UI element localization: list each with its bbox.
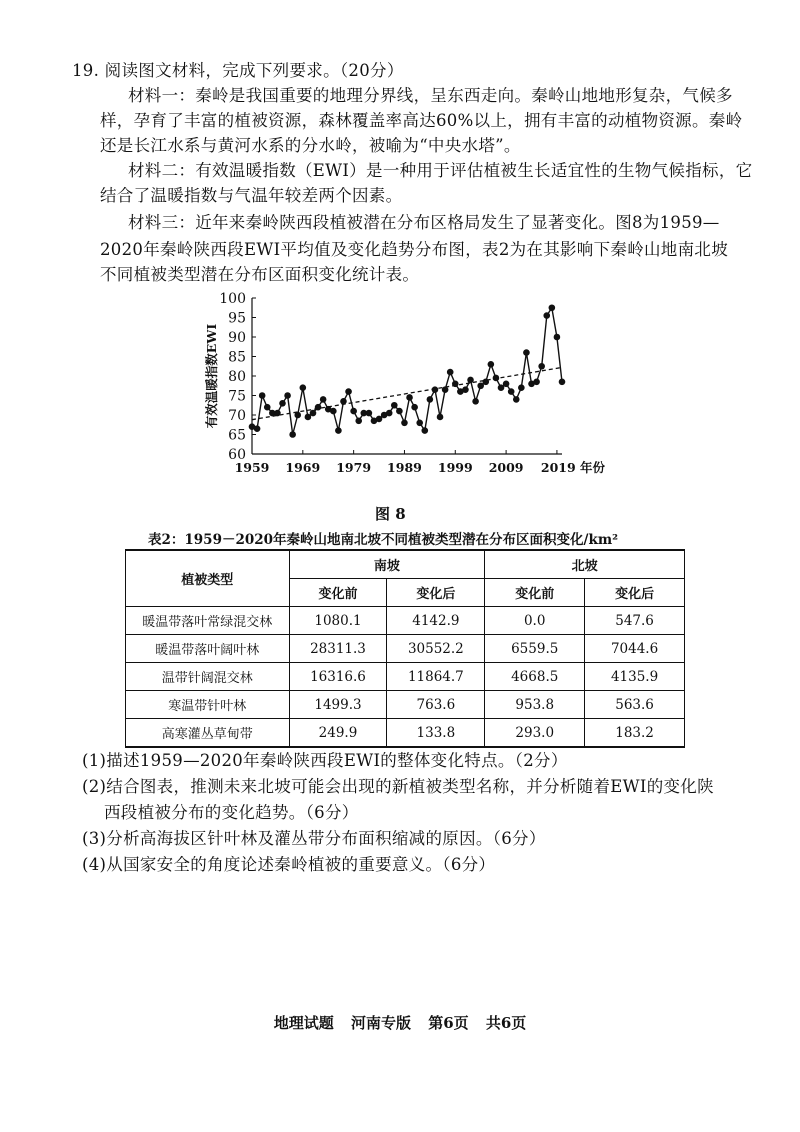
data-point [406, 394, 413, 401]
data-point [264, 404, 271, 411]
question-header: 19. 阅读图文材料，完成下列要求。（20分） [72, 61, 404, 80]
material-1-line-2: 样，孕育了丰富的植被资源，森林覆盖率高达60%以上，拥有丰富的动植物资源。秦岭 [100, 111, 743, 130]
data-point [340, 398, 347, 405]
north-before-value: 6559.5 [485, 635, 585, 663]
footer-total: 共6页 [485, 1014, 527, 1032]
data-point [467, 377, 474, 384]
footer-subject: 地理试题 [273, 1014, 334, 1032]
data-point [421, 427, 428, 434]
north-before-value: 293.0 [485, 719, 585, 748]
north-before-value: 4668.5 [485, 663, 585, 691]
material-3-line-1: 材料三：近年来秦岭陕西段植被潜在分布区格局发生了显著变化。图8为1959— [128, 213, 720, 232]
data-point [493, 375, 500, 382]
material-1-line-3: 还是长江水系与黄河水系的分水岭，被喻为“中央水塔”。 [100, 136, 521, 155]
data-point [310, 410, 317, 417]
north-after-value: 563.6 [585, 691, 685, 719]
x-tick-label: 1989 [387, 460, 422, 475]
data-point [488, 361, 495, 368]
y-tick-label: 85 [228, 349, 246, 366]
data-point [345, 388, 352, 395]
data-point [330, 408, 337, 415]
data-point [320, 396, 327, 403]
material-2-line-1: 材料二：有效温暖指数（EWI）是一种用于评估植被生长适宜性的生物气候指标，它 [128, 161, 753, 180]
data-point [401, 420, 408, 427]
table-caption: 表2：1959－2020年秦岭山地南北坡不同植被类型潜在分布区面积变化/km² [148, 532, 619, 548]
row-name: 暖温带落叶常绿混交林 [126, 607, 290, 635]
header-north-after: 变化后 [585, 579, 685, 607]
table-row [126, 607, 685, 635]
north-after-value: 4135.9 [585, 663, 685, 691]
row-name: 寒温带针叶林 [126, 691, 290, 719]
north-before-value: 953.8 [485, 691, 585, 719]
y-axis-label: 有效温暖指数EWI [204, 323, 219, 429]
figure-caption: 图 8 [375, 505, 406, 523]
x-tick-label: 1979 [336, 460, 372, 475]
sub-question-4: (4)从国家安全的角度论述秦岭植被的重要意义。（6分） [82, 855, 496, 874]
vegetation-area-table [125, 549, 685, 748]
data-point [513, 396, 520, 403]
data-point [442, 386, 449, 393]
data-point [315, 404, 322, 411]
x-tick-label: 2009 [488, 460, 524, 475]
sub-question-2-line-1: (2)结合图表，推测未来北坡可能会出现的新植被类型名称，并分析随着EWI的变化陕 [82, 777, 714, 796]
data-point [416, 420, 423, 427]
north-after-value: 183.2 [585, 719, 685, 748]
data-point [554, 334, 561, 341]
north-after-value: 7044.6 [585, 635, 685, 663]
table-row [126, 635, 685, 663]
data-point [300, 384, 307, 391]
y-tick-label: 100 [219, 291, 246, 307]
data-point [350, 408, 357, 415]
data-point [482, 379, 489, 386]
south-after-value: 4142.9 [387, 607, 485, 635]
data-point [259, 392, 266, 399]
page-footer [0, 1012, 800, 1033]
y-tick-label: 90 [228, 330, 246, 346]
table-row [126, 691, 685, 719]
data-point [391, 402, 398, 409]
data-point [411, 404, 418, 411]
sub-question-1: (1)描述1959—2020年秦岭陕西段EWI的整体变化特点。（2分） [82, 751, 568, 770]
footer-page: 第6页 [428, 1014, 469, 1032]
north-before-value: 0.0 [485, 607, 585, 635]
south-after-value: 133.8 [387, 719, 485, 748]
table-row [126, 663, 685, 691]
row-name: 高寒灌丛草甸带 [126, 719, 290, 748]
sub-question-3: (3)分析高海拔区针叶林及灌丛带分布面积缩减的原因。（6分） [82, 829, 546, 848]
data-point [396, 408, 403, 415]
y-tick-label: 80 [228, 369, 246, 385]
data-point [279, 400, 286, 407]
sub-question-2-line-2: 西段植被分布的变化趋势。（6分） [104, 803, 359, 822]
data-point [294, 412, 301, 419]
header-south-after: 变化后 [387, 579, 485, 607]
y-tick-label: 75 [228, 388, 246, 405]
header-south-slope: 南坡 [289, 550, 485, 579]
x-tick-label: 1999 [437, 460, 473, 475]
data-point [289, 431, 296, 438]
y-tick-label: 70 [228, 408, 246, 424]
material-3-line-2: 2020年秦岭陕西段EWI平均值及变化趋势分布图，表2为在其影响下秦岭山地南北坡 [100, 240, 729, 259]
header-vegetation-type: 植被类型 [126, 550, 290, 607]
data-point [549, 304, 556, 311]
data-point [274, 410, 281, 417]
south-before-value: 1080.1 [289, 607, 387, 635]
data-point [538, 363, 545, 370]
data-point [427, 396, 434, 403]
header-south-before: 变化前 [289, 579, 387, 607]
ewi-line-chart [200, 288, 620, 500]
data-point [523, 349, 530, 356]
footer-edition: 河南专版 [350, 1014, 411, 1032]
data-point [284, 392, 291, 399]
south-after-value: 30552.2 [387, 635, 485, 663]
data-point [355, 418, 362, 425]
data-point [559, 379, 566, 386]
data-point [472, 398, 479, 405]
data-point [543, 312, 550, 319]
x-tick-label: 1959 [234, 460, 270, 475]
north-after-value: 547.6 [585, 607, 685, 635]
south-before-value: 249.9 [289, 719, 387, 748]
row-name: 温带针阔混交林 [126, 663, 290, 691]
data-point [447, 369, 454, 376]
south-after-value: 11864.7 [387, 663, 485, 691]
south-before-value: 1499.3 [289, 691, 387, 719]
y-tick-label: 65 [228, 427, 246, 444]
data-point [508, 388, 515, 395]
data-point [366, 410, 373, 417]
data-point [462, 386, 469, 393]
data-point [533, 379, 540, 386]
data-point [386, 410, 393, 417]
south-before-value: 28311.3 [289, 635, 387, 663]
x-tick-label: 2019 年份 [540, 460, 606, 475]
south-before-value: 16316.6 [289, 663, 387, 691]
y-tick-label: 60 [228, 447, 246, 463]
south-after-value: 763.6 [387, 691, 485, 719]
material-1-line-1: 材料一：秦岭是我国重要的地理分界线，呈东西走向。秦岭山地地形复杂，气候多 [128, 86, 733, 105]
data-point [518, 384, 525, 391]
y-tick-label: 95 [228, 310, 246, 327]
data-point [437, 414, 444, 421]
data-point [335, 427, 342, 434]
row-name: 暖温带落叶阔叶林 [126, 635, 290, 663]
header-north-slope: 北坡 [485, 550, 685, 579]
data-point [432, 386, 439, 393]
table-row [126, 719, 685, 748]
material-3-line-3: 不同植被类型潜在分布区面积变化统计表。 [100, 265, 420, 284]
data-point [452, 381, 459, 388]
material-2-line-2: 结合了温暖指数与气温年较差两个因素。 [100, 186, 403, 205]
x-tick-label: 1969 [285, 460, 321, 475]
header-north-before: 变化前 [485, 579, 585, 607]
data-point [254, 425, 261, 432]
data-point [503, 381, 510, 388]
